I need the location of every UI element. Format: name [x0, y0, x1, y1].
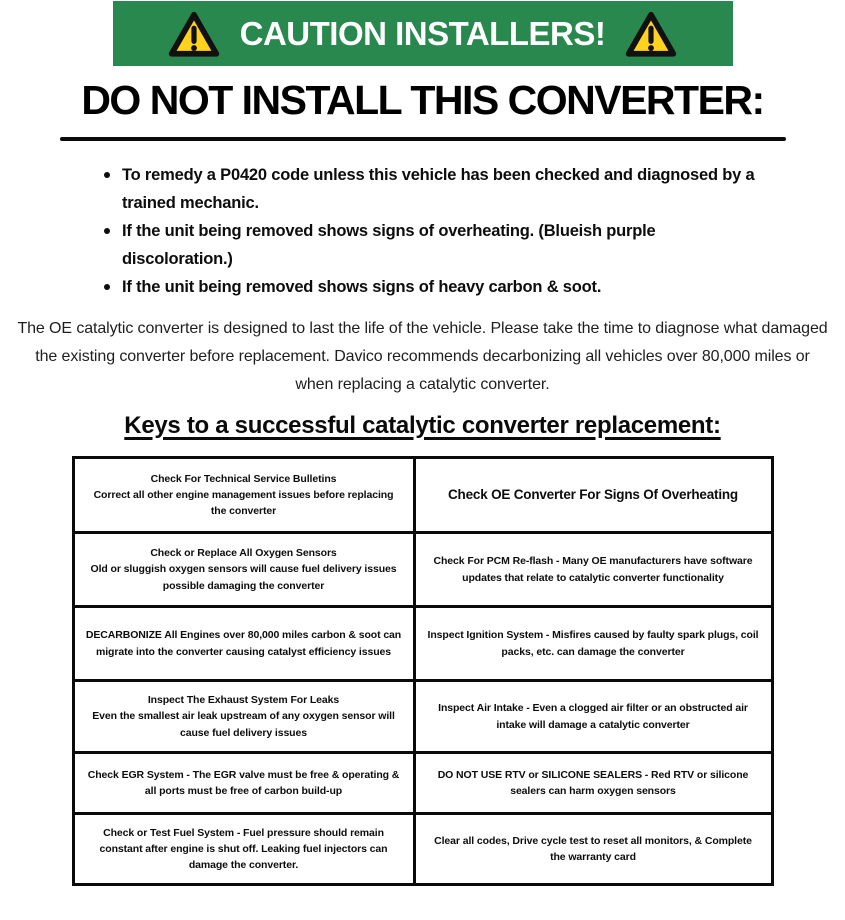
table-row	[73, 533, 772, 607]
warning-list-item: To remedy a P0420 code unless this vehicle has been checked and diagnosed by a trained mechanic.	[100, 161, 755, 217]
table-row	[73, 814, 772, 885]
tip-detail: Check EGR System - The EGR valve must be free & operating & all ports must be free of carbon build-up	[87, 768, 400, 797]
warning-triangle-icon	[168, 10, 220, 58]
keys-heading: Keys to a successful catalytic converter replacement:	[124, 412, 721, 439]
tip-title: Inspect The Exhaust System For Leaks	[147, 694, 340, 707]
warning-list	[100, 161, 755, 301]
caution-banner	[113, 1, 733, 66]
tip-detail: Even the smallest air leak upstream of any oxygen sensor will cause fuel delivery issues	[92, 710, 395, 739]
table-row	[73, 753, 772, 814]
tip-cell	[73, 753, 414, 814]
warning-list-item: If the unit being removed shows signs of overheating. (Blueish purple discoloration.)	[100, 217, 755, 273]
tip-cell	[414, 607, 772, 681]
table-row	[73, 458, 772, 533]
tip-detail: Correct all other engine management issues before replacing the converter	[93, 488, 394, 518]
tip-title: Check or Replace All Oxygen Sensors	[150, 547, 337, 560]
tip-cell	[73, 458, 414, 533]
tip-cell	[73, 681, 414, 753]
table-row	[73, 607, 772, 681]
tip-title: Check OE Converter For Signs Of Overheating	[448, 486, 738, 502]
tip-detail: Check or Test Fuel System - Fuel pressure should remain constant after engine is shut off. Leaking fuel injectors can damage the converter.	[99, 826, 388, 872]
warning-list-item: If the unit being removed shows signs of heavy carbon & soot.	[100, 273, 755, 301]
banner-title: CAUTION INSTALLERS!	[239, 14, 606, 52]
tip-cell	[73, 607, 414, 681]
tip-detail: Old or sluggish oxygen sensors will cause fuel delivery issues possible damaging the converter	[90, 563, 397, 592]
tip-cell	[73, 533, 414, 607]
table-row	[73, 681, 772, 753]
divider-line	[60, 137, 786, 141]
tip-detail: Clear all codes, Drive cycle test to reset all monitors, & Complete the warranty card	[434, 834, 752, 863]
advisory-paragraph: The OE catalytic converter is designed to last the life of the vehicle. Please take the time to diagnose what damaged the existing converter before replacement. Davico recommends decarbonizing all vehicles over 80,000 miles or when replacing a catalytic converter.	[17, 320, 828, 393]
tip-cell	[414, 458, 772, 533]
tips-table	[72, 456, 774, 886]
warning-triangle-icon	[625, 10, 677, 58]
tip-cell	[73, 814, 414, 885]
tip-detail: Check For PCM Re-flash - Many OE manufacturers have software updates that relate to catalytic converter functionality	[433, 555, 753, 584]
tip-cell	[414, 814, 772, 885]
tip-detail: Inspect Air Intake - Even a clogged air filter or an obstructed air intake will damage a catalytic converter	[438, 702, 748, 731]
tip-detail: DO NOT USE RTV or SILICONE SEALERS - Red RTV or silicone sealers can harm oxygen sensors	[437, 768, 749, 797]
tip-detail: DECARBONIZE All Engines over 80,000 miles carbon & soot can migrate into the converter causing catalyst efficiency issues	[85, 629, 402, 658]
tip-detail: Inspect Ignition System - Misfires caused by faulty spark plugs, coil packs, etc. can damage the converter	[427, 629, 759, 658]
tip-title: Check For Technical Service Bulletins	[150, 472, 337, 485]
flyer-page	[0, 1, 845, 920]
tip-cell	[414, 533, 772, 607]
tip-cell	[414, 753, 772, 814]
page-title: DO NOT INSTALL THIS CONVERTER:	[81, 77, 764, 123]
tip-cell	[414, 681, 772, 753]
